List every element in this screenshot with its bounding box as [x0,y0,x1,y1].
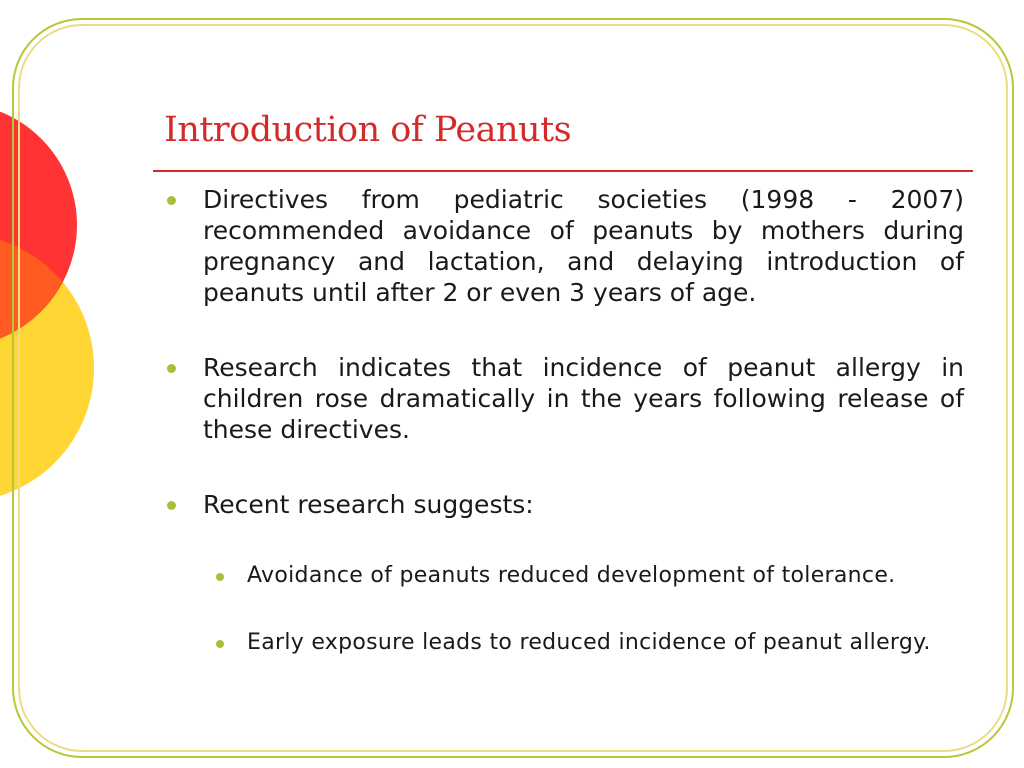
bullet-item [164,184,964,308]
bullet-dot-icon [167,501,176,510]
bullet-text: Recent research suggests: [203,490,534,519]
sub-bullet-text: Avoidance of peanuts reduced development of tolerance. [247,563,896,588]
bullet-item [164,352,964,445]
bullet-dot-icon [167,364,176,373]
title-underline [153,170,973,172]
bullet-item [164,489,964,520]
bullet-text: Directives from pediatric societies (1998 - 2007) recommended avoidance of peanuts by mothers during pregnancy and lactation, and delaying introduction of peanuts until after 2 or even 3 years of age. [203,185,964,307]
bullet-dot-icon [167,196,176,205]
bullet-list [164,184,964,656]
sub-bullet-text: Early exposure leads to reduced incidence of peanut allergy. [247,630,931,655]
bullet-text: Research indicates that incidence of peanut allergy in children rose dramatically in the years following release of these directives. [203,353,964,444]
slide-title: Introduction of Peanuts [164,110,572,150]
sub-bullet-dot-icon [216,640,224,648]
sub-bullet-dot-icon [216,573,224,581]
sub-bullet-item [164,562,964,589]
sub-bullet-item [164,629,964,656]
